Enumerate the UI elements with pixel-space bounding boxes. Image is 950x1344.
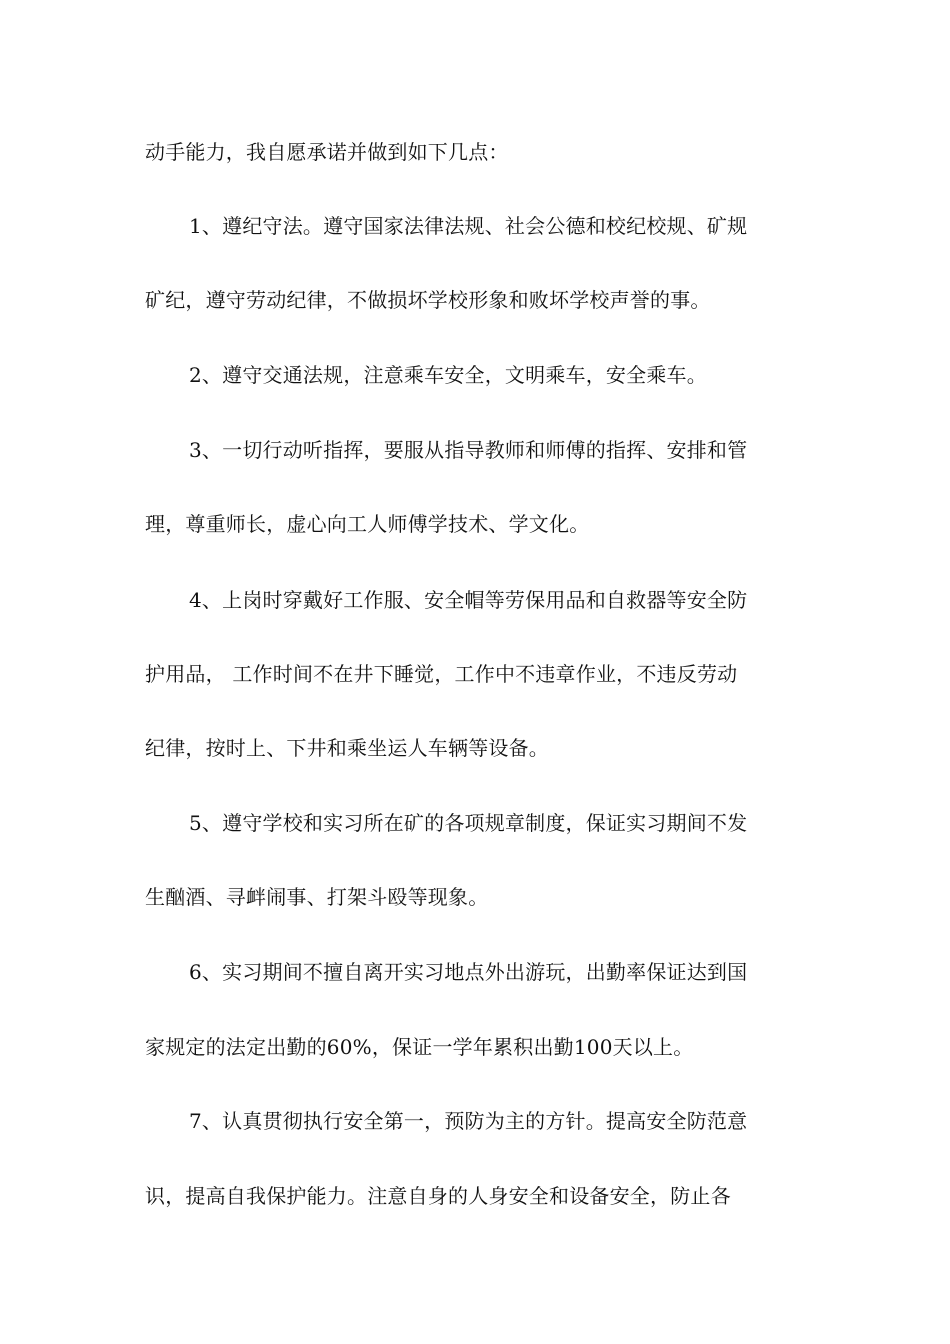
text-line-9: 纪律，按时上、下井和乘坐运人车辆等设备。 [145,736,549,760]
text-line-11: 生酗酒、寻衅闹事、打架斗殴等现象。 [145,885,489,909]
text-line-3: 矿纪，遵守劳动纪律，不做损坏学校形象和败坏学校声誉的事。 [145,288,711,312]
text-line-8: 护用品， 工作时间不在井下睡觉，工作中不违章作业，不违反劳动 [145,662,738,686]
text-line-15: 识，提高自我保护能力。注意自身的人身安全和设备安全，防止各 [145,1184,731,1208]
text-line-4: 2、遵守交通法规，注意乘车安全，文明乘车，安全乘车。 [189,363,707,387]
text-line-6: 理，尊重师长，虚心向工人师傅学技术、学文化。 [145,512,590,536]
text-line-1: 动手能力，我自愿承诺并做到如下几点： [145,140,509,164]
text-line-7: 4、上岗时穿戴好工作服、安全帽等劳保用品和自救器等安全防 [189,588,748,612]
text-line-2: 1、遵纪守法。遵守国家法律法规、社会公德和校纪校规、矿规 [189,214,748,238]
text-line-13: 家规定的法定出勤的60%，保证一学年累积出勤100天以上。 [145,1035,694,1059]
text-line-10: 5、遵守学校和实习所在矿的各项规章制度，保证实习期间不发 [189,811,748,835]
text-line-12: 6、实习期间不擅自离开实习地点外出游玩，出勤率保证达到国 [189,960,748,984]
text-line-5: 3、一切行动听指挥，要服从指导教师和师傅的指挥、安排和管 [189,438,748,462]
text-line-14: 7、认真贯彻执行安全第一，预防为主的方针。提高安全防范意 [189,1109,748,1133]
